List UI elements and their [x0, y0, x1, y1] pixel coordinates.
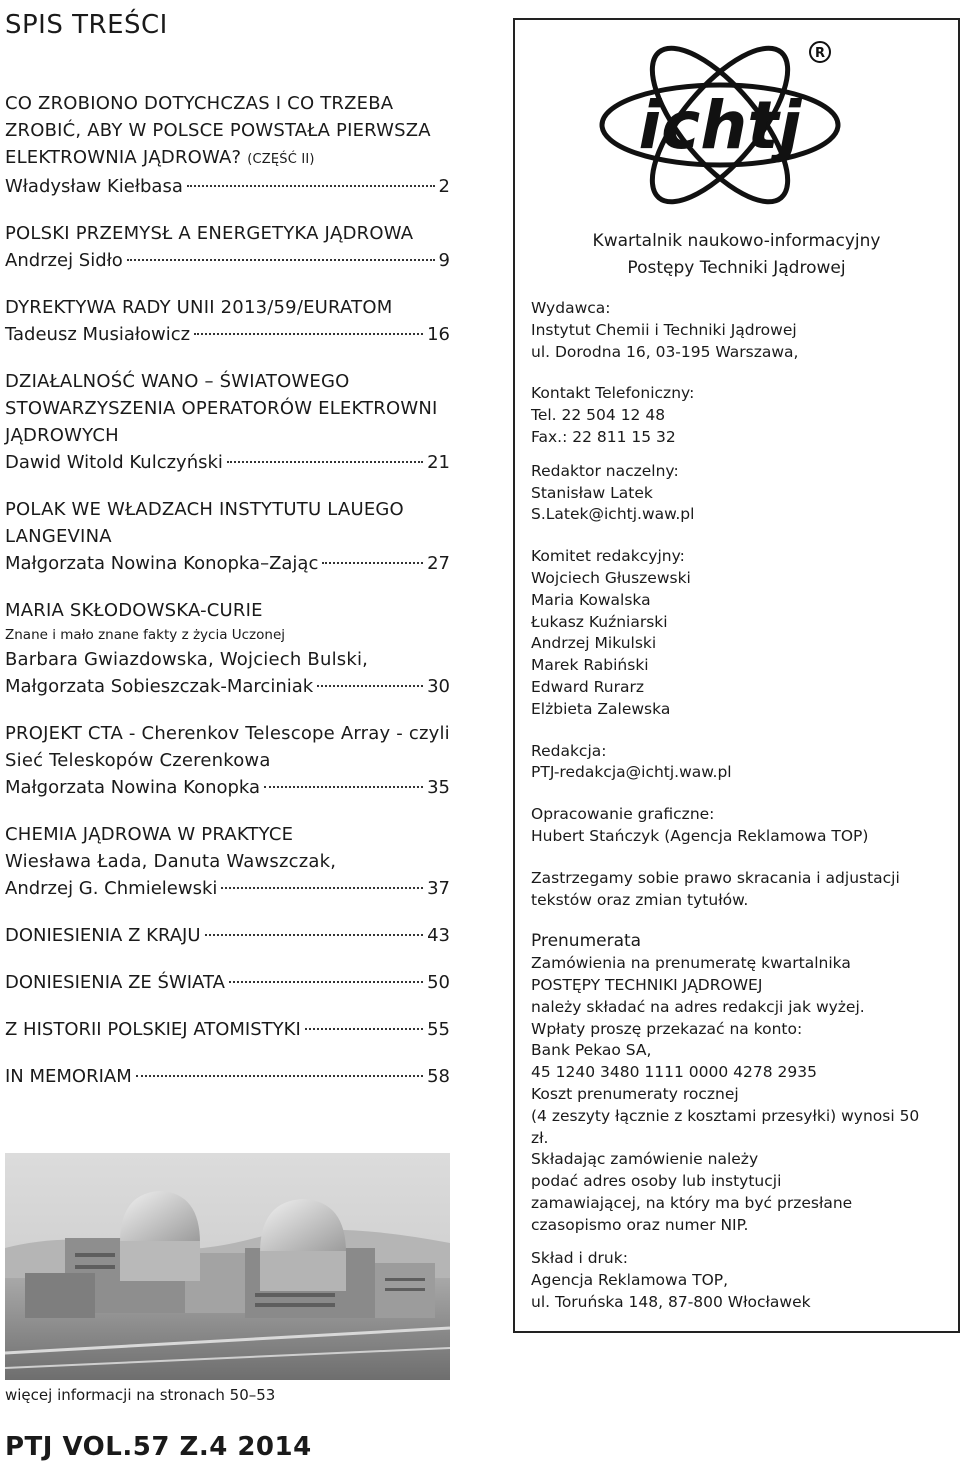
publisher-block [531, 298, 941, 363]
toc-entry[interactable] [5, 821, 450, 902]
entry-author-line [5, 550, 450, 577]
graphics-block [531, 804, 941, 848]
power-plant-photo [5, 1153, 450, 1380]
entry-author-line [5, 1063, 450, 1090]
svg-text:R: R [814, 46, 826, 61]
toc-entry[interactable] [5, 294, 450, 348]
toc-entry[interactable] [5, 720, 450, 801]
issue-footer: PTJ VOL.57 Z.4 2014 [5, 1432, 312, 1462]
entry-author-line [5, 1016, 450, 1043]
entry-page: 21 [427, 452, 450, 473]
entry-page: 55 [427, 1019, 450, 1040]
entry-title: DZIAŁALNOŚĆ WANO – ŚWIATOWEGO STOWARZYSZENIA OPERATORÓW ELEKTROWNI JĄDROWYCH [5, 371, 438, 446]
committee-member: Łukasz Kuźniarski [531, 612, 668, 631]
editor-email-link[interactable]: S.Latek@ichtj.waw.pl [531, 505, 695, 524]
toc-entry[interactable] [5, 1063, 450, 1090]
editor-block [531, 461, 941, 526]
committee-member: Marek Rabiński [531, 656, 649, 675]
print-label: Skład i druk: [531, 1249, 628, 1267]
entry-title: MARIA SKŁODOWSKA-CURIE [5, 600, 263, 621]
entry-author-line [5, 673, 450, 700]
subscription-line: POSTĘPY TECHNIKI JĄDROWEJ [531, 975, 763, 994]
editor-name: Stanisław Latek [531, 483, 653, 502]
entry-author: Andrzej G. Chmielewski [5, 878, 218, 899]
graphics-label: Opracowanie graficzne: [531, 805, 715, 824]
contact-label: Kontakt Telefoniczny: [531, 384, 695, 403]
entry-title: POLSKI PRZEMYSŁ A ENERGETYKA JĄDROWA [5, 223, 414, 244]
subscription-block [531, 931, 941, 1236]
subscription-line: Bank Pekao SA, [531, 1041, 652, 1060]
committee-member: Maria Kowalska [531, 590, 651, 609]
entry-author-line [5, 449, 450, 476]
entry-page: 50 [427, 972, 450, 993]
entry-author-line [5, 875, 450, 902]
entry-author: Tadeusz Musiałowicz [5, 324, 191, 345]
entry-author: Andrzej Sidło [5, 250, 123, 271]
section-title: DONIESIENIA Z KRAJU [5, 925, 201, 946]
toc-entry[interactable] [5, 922, 450, 949]
entry-author-line [5, 247, 450, 274]
committee-member: Andrzej Mikulski [531, 634, 657, 653]
entry-page: 35 [427, 777, 450, 798]
publisher-address: ul. Dorodna 16, 03-195 Warszawa, [531, 342, 799, 361]
subscription-line: Wpłaty proszę przekazać na konto: [531, 1019, 803, 1038]
entry-author: Małgorzata Sobieszczak-Marciniak [5, 676, 314, 697]
subscription-line: Składając zamówienie należy [531, 1150, 759, 1169]
contact-fax: Fax.: 22 811 15 32 [531, 427, 676, 446]
section-title: Z HISTORII POLSKIEJ ATOMISTYKI [5, 1019, 301, 1040]
toc-entry[interactable] [5, 368, 450, 476]
print-address: ul. Toruńska 148, 87-800 Włocławek [531, 1292, 811, 1311]
contact-phone: Tel. 22 504 12 48 [531, 406, 666, 425]
editor-label: Redaktor naczelny: [531, 461, 679, 480]
entry-page: 37 [427, 878, 450, 899]
publisher-name: Instytut Chemii i Techniki Jądrowej [531, 320, 797, 339]
entry-page: 43 [427, 925, 450, 946]
subscription-line: (4 zeszyty łącznie z kosztami przesyłki) wynosi 50 zł. [531, 1106, 920, 1147]
toc-title: SPIS TREŚCI [5, 10, 168, 40]
toc-entry[interactable] [5, 90, 450, 200]
entry-page: 30 [427, 676, 450, 697]
subscription-line: podać adres osoby lub instytucji [531, 1172, 782, 1191]
entry-author: Barbara Gwiazdowska, Wojciech Bulski, [5, 649, 369, 670]
entry-title-note: (CZĘŚĆ II) [247, 152, 315, 167]
entry-author-line [5, 173, 450, 200]
redakcja-email-link[interactable]: PTJ-redakcja@ichtj.waw.pl [531, 763, 732, 782]
subscription-line: czasopismo oraz numer NIP. [531, 1215, 749, 1234]
subscription-line: Koszt prenumeraty rocznej [531, 1084, 739, 1103]
magazine-subtitle: Kwartalnik naukowo-informacyjny [592, 231, 881, 251]
subscription-heading: Prenumerata [531, 931, 642, 952]
contact-block [531, 383, 941, 448]
entry-title: CO ZROBIONO DOTYCHCZAS I CO TRZEBA ZROBIĆ, ABY W POLSCE POWSTAŁA PIERWSZA ELEKTROWNIA JĄDROWA? (CZĘŚĆ II) [5, 93, 431, 168]
notice-line: tekstów oraz zmian tytułów. [531, 890, 749, 909]
magazine-name: Postępy Techniki Jądrowej [627, 258, 846, 278]
entry-author-line [5, 922, 450, 949]
section-title: IN MEMORIAM [5, 1066, 132, 1087]
committee-member: Wojciech Głuszewski [531, 568, 691, 587]
entry-title: POLAK WE WŁADZACH INSTYTUTU LAUEGO LANGEVINA [5, 499, 404, 547]
entry-title: DYREKTYWA RADY UNII 2013/59/EURATOM [5, 297, 393, 318]
entry-author: Małgorzata Nowina Konopka–Zając [5, 553, 319, 574]
notice-block [531, 868, 941, 912]
entry-author-line [5, 774, 450, 801]
print-block [531, 1248, 811, 1313]
committee-member: Elżbieta Zalewska [531, 699, 671, 718]
entry-title: PROJEKT CTA - Cherenkov Telescope Array - czyli Sieć Teleskopów Czerenkowa [5, 723, 450, 771]
graphics-designer: Hubert Stańczyk (Agencja Reklamowa TOP) [531, 826, 869, 845]
entry-author: Dawid Witold Kulczyński [5, 452, 223, 473]
committee-member: Edward Rurarz [531, 677, 644, 696]
entry-page: 27 [427, 553, 450, 574]
committee-label: Komitet redakcyjny: [531, 547, 685, 566]
entry-title: CHEMIA JĄDROWA W PRAKTYCE [5, 824, 294, 845]
entry-author-line [5, 969, 450, 996]
table-of-contents [5, 90, 450, 1110]
print-company: Agencja Reklamowa TOP, [531, 1270, 729, 1289]
subscription-line: Zamówienia na prenumeratę kwartalnika [531, 954, 851, 973]
redakcja-block [531, 741, 941, 785]
committee-block [531, 546, 941, 720]
entry-author: Władysław Kiełbasa [5, 176, 183, 197]
entry-author: Wiesława Łada, Danuta Wawszczak, [5, 851, 337, 872]
photo-caption: więcej informacji na stronach 50–53 [5, 1386, 276, 1404]
subscription-line: zamawiającej, na który ma być przesłane [531, 1193, 853, 1212]
magazine-title [513, 228, 960, 282]
toc-entry[interactable] [5, 220, 450, 274]
entry-page: 2 [438, 176, 450, 197]
entry-subtitle: Znane i mało znane fakty z życia Uczonej [5, 627, 286, 643]
toc-entry[interactable] [5, 597, 450, 700]
redakcja-label: Redakcja: [531, 741, 607, 760]
toc-entry[interactable] [5, 496, 450, 577]
entry-author-line [5, 321, 450, 348]
toc-entry[interactable] [5, 969, 450, 996]
entry-page: 9 [438, 250, 450, 271]
section-title: DONIESIENIA ZE ŚWIATA [5, 972, 225, 993]
toc-entry[interactable] [5, 1016, 450, 1043]
power-plant-illustration [5, 1153, 450, 1380]
ichtj-logo [595, 30, 845, 220]
entry-author: Małgorzata Nowina Konopka [5, 777, 261, 798]
entry-page: 58 [427, 1066, 450, 1087]
logo-text: ichtj [638, 87, 802, 164]
subscription-line: należy składać na adres redakcji jak wyżej. [531, 997, 865, 1016]
entry-page: 16 [427, 324, 450, 345]
masthead-info [531, 298, 941, 1248]
subscription-line: 45 1240 3480 1111 0000 4278 2935 [531, 1063, 817, 1082]
notice-line: Zastrzegamy sobie prawo skracania i adjustacji [531, 868, 900, 887]
publisher-label: Wydawca: [531, 299, 611, 317]
